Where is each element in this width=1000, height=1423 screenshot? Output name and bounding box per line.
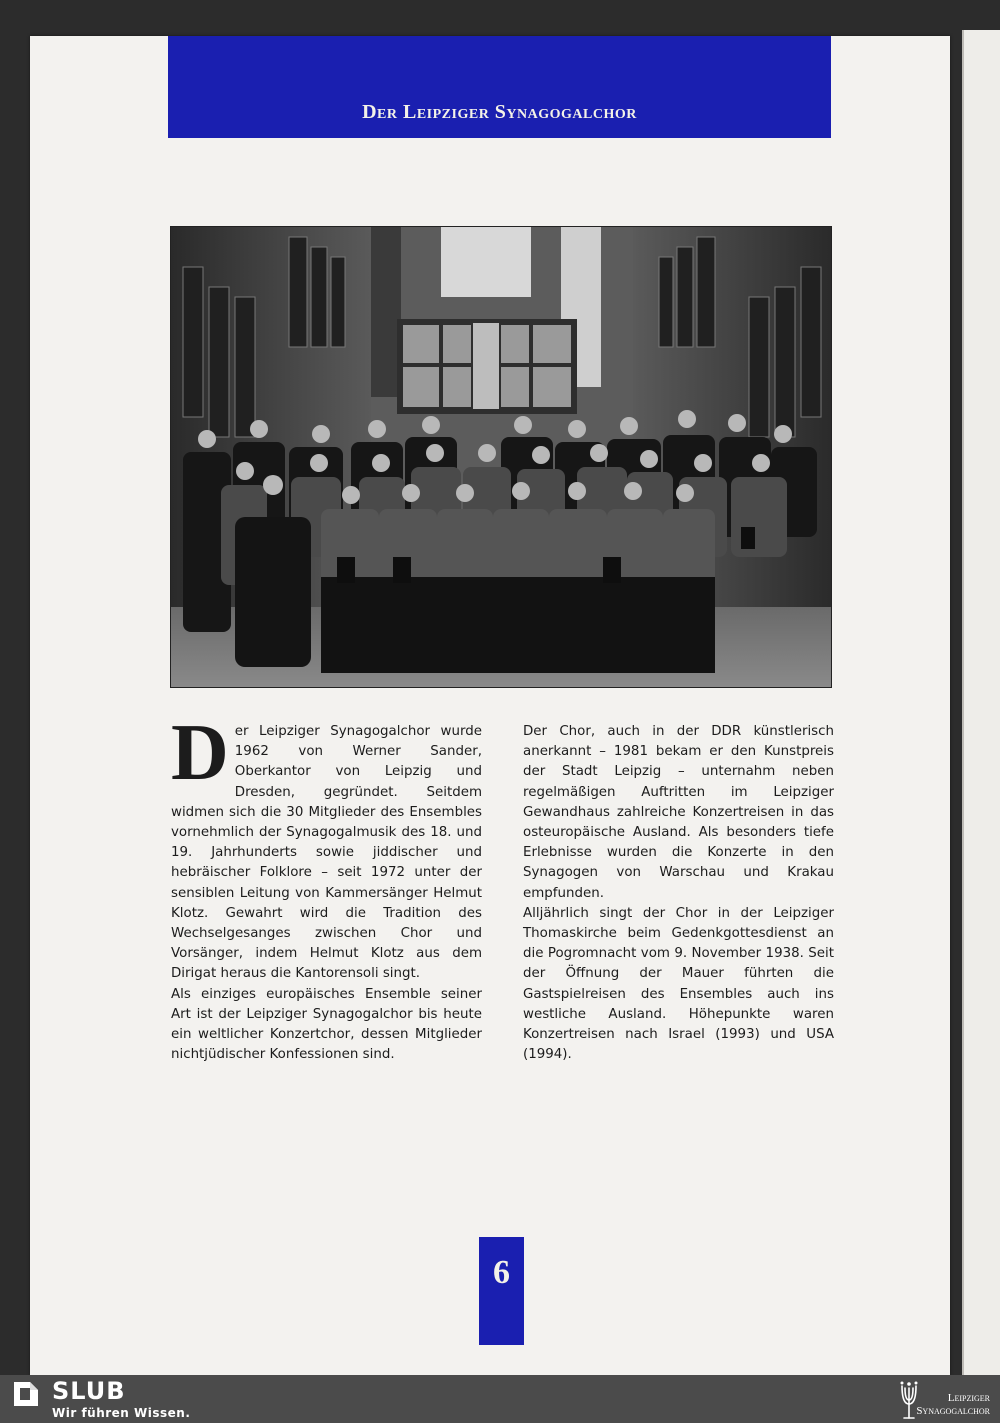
page-title: Der Leipziger Synagogalchor xyxy=(362,101,637,123)
article-paragraph xyxy=(171,709,482,985)
viewer-footer-bar xyxy=(0,1375,1000,1423)
library-tagline: Wir führen Wissen. xyxy=(52,1406,191,1420)
article-paragraph: Alljährlich singt der Chor in der Leipziger Thomaskirche beim Gedenkgottesdienst an die Pogromnacht vom 9. November 1938. Seit der Öffnung der Mauer führten die Gastspielreisen des Ensembles auch ins westliche Ausland. Höhepunkte waren Konzertreisen nach Israel (1993) und USA (1994). xyxy=(523,905,834,1063)
page-number-tab xyxy=(479,1237,524,1345)
library-name[interactable]: SLUB xyxy=(52,1377,126,1405)
choir-logo-text-line2: Synagogalchor xyxy=(916,1405,990,1417)
choir-photo xyxy=(170,226,832,688)
choir-logo-text-line1: Leipziger xyxy=(947,1392,990,1404)
article-paragraph: Der Chor, auch in der DDR künstlerisch anerkannt – 1981 bekam er den Kunstpreis der Stadt Leipzig – unternahm neben regelmäßigen Auftritten im Leipziger Gewandhaus zahlreiche Konzertreisen in das osteuropäische Ausland. Als besonders tiefe Erlebnisse wurden die Konzerte in den Synagogen von Warschau und Krakau empfunden. xyxy=(523,724,834,901)
article-right-column xyxy=(523,722,834,1065)
article-paragraph-text: er Leipziger Synagogalchor wurde 1962 von Werner Sander, Oberkantor von Leipzig und Dresden, gegründet. Seitdem widmen sich die 30 Mitglieder des Ensembles vornehmlich der Synagogalmusik des 18. und 19. Jahrhunderts sowie jiddischer und hebräischer Folklore – seit 1972 unter der sensiblen Leitung von Kammersänger Helmut Klotz. Gewahrt wird die Tradition des Wechselgesanges zwischen Chor und Vorsänger, indem Helmut Klotz aus dem Dirigat heraus die Kantorensoli singt. xyxy=(171,724,482,982)
article-left-column xyxy=(171,709,482,1065)
choir-photo-drawing xyxy=(171,227,832,688)
article-paragraph: Als einziges europäisches Ensemble seiner Art ist der Leipziger Synagogalchor bis heute ein weltlicher Konzertchor, dessen Mitglieder nichtjüdischer Konfessionen sind. xyxy=(171,986,482,1063)
page-number: 6 xyxy=(493,1254,510,1291)
dropcap-letter: D xyxy=(171,709,229,797)
header-band xyxy=(168,36,831,138)
next-page-edge xyxy=(962,30,1000,1375)
slub-logo-icon[interactable] xyxy=(12,1380,40,1408)
